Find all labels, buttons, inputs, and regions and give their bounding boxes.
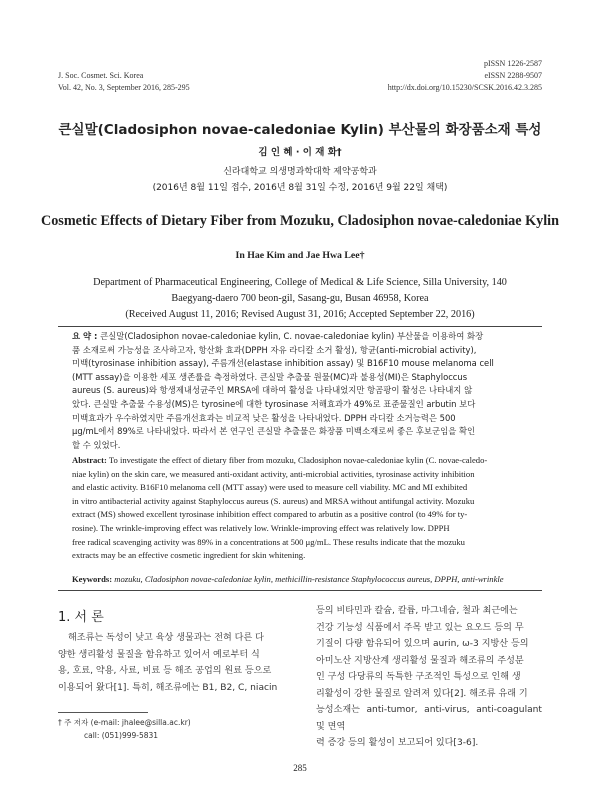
abstract-korean-line: 품 소재로써 가능성을 조사하고자, 항산화 효과(DPPH 자유 라디칼 소거 활성), 항균(anti-microbial activity), [72, 344, 477, 355]
abstract-korean-line: 요 약 : 큰실말(Cladosiphon novae-caledoniae kylin, C. novae-caledoniae kylin) 부산물을 이용하여 화장 [72, 331, 484, 341]
abstract-korean-line: 미백(tyrosinase inhibition assay), 주름개선(elastase inhibition assay) 및 B16F10 mouse melanoma cell [72, 358, 494, 369]
paragraph-line: 기질이 다량 함유되어 있으며 aurin, ω-3 지방산 등의 [316, 639, 529, 649]
footnote-rule [58, 712, 148, 713]
journal-name: J. Soc. Cosmet. Sci. Korea [58, 71, 144, 80]
abstract-top-rule [58, 326, 542, 327]
doi-link[interactable]: http://dx.doi.org/10.15230/SCSK.2016.42.3.285 [387, 83, 542, 92]
footnote-phone: call: (051)999-5831 [84, 731, 159, 740]
paragraph-line: 이용되어 왔다[1]. 특히, 해조류에는 B1, B2, C, niacin [58, 682, 278, 693]
affiliation-english-line2: Baegyang-daero 700 beon-gil, Sasang-gu, Busan 46958, Korea [171, 293, 429, 304]
abstract-english-line: extract (MS) showed excellent tyrosinase inhibition effect compared to arbutin as a positive control (to 49% for ty- [72, 509, 468, 520]
paragraph-line: 인 구성 다당류의 독특한 구조적인 특성으로 인해 생 [316, 672, 521, 682]
abstract-english-line: free radical scavenging activity was 89% in a concentrations at 500 μg/mL. These results indicate that the mozuku [72, 536, 465, 547]
section-heading-introduction: 1. 서 론 [58, 610, 104, 625]
intro-right-column-text [316, 603, 542, 752]
abstract-english-line: extracts may be an effective cosmetic ingredient for skin whitening. [72, 550, 306, 561]
abstract-korean-line: aureus (S. aureus)와 항생제내성균주인 MRSA에 대하여 활성을 나타내었지만 항곰팡이 활성은 나타내지 않 [72, 385, 473, 396]
paragraph-line: 력 증강 등의 활성이 보고되어 있다[3-6]. [316, 738, 479, 748]
keywords [72, 573, 528, 587]
title-korean [0, 118, 600, 138]
abstract-korean-line: 았다. 큰실말 추출물 수용성(MS)은 tyrosine에 대한 tyrosinase 저해효과가 49%로 표준물질인 arbutin 보다 [72, 398, 476, 409]
page-number: 285 [293, 763, 307, 773]
dates-korean: (2016년 8월 11일 접수, 2016년 8월 31일 수정, 2016년 9월 22일 채택) [152, 183, 448, 193]
paragraph-line: 아미노산 지방산계 생리활성 물질과 해조류의 주성분 [316, 655, 524, 666]
abstract-english-line: niae kylin) on the skin care, we measured anti-oxidant activity, anti-microbial activities, tyrosinase activity inhibition [72, 468, 475, 479]
paragraph-line: 등의 비타민과 칼슘, 칼륨, 마그네슘, 철과 최근에는 [316, 606, 518, 616]
eissn: eISSN 2288-9507 [484, 71, 542, 80]
affiliation-english-line1: Department of Pharmaceutical Engineering, College of Medical & Life Science, Silla University, 140 [93, 277, 507, 288]
abstract-english [72, 454, 528, 563]
title-english: Cosmetic Effects of Dietary Fiber from Mozuku, Cladosiphon novae-caledoniae Kylin [40, 213, 560, 229]
paragraph-line: 용, 호료, 약용, 사료, 비료 등 해조 공업의 원료 등으로 [58, 666, 272, 676]
abstract-korean-line: (MTT assay)을 이용한 세포 생존률을 측정하였다. 큰실말 추출물 원물(MC)과 불용성(MI)은 Staphyloccus [72, 371, 468, 382]
abstract-korean [72, 330, 528, 452]
abstract-english-line: rosine). The wrinkle-improving effect was relatively low. Wrinkle-improving effect was relatively low. DPPH [72, 522, 450, 533]
abstract-english-line: and elastic activity. B16F10 melanoma cell (MTT assay) were used to measure cell viability. MC and MI exhibited [72, 482, 468, 493]
footnote-email: † 주 저자 (e-mail: jhalee@silla.ac.kr) [58, 718, 191, 727]
intro-left-column [58, 630, 284, 696]
authors-korean: 김 인 혜 · 이 재 화† [258, 147, 342, 158]
paragraph-line: 해조류는 독성이 낮고 육상 생물과는 전혀 다른 다 [68, 633, 264, 643]
footnote [58, 716, 191, 742]
abstract-english-label: Abstract: [72, 455, 107, 465]
abstract-english-line: in vitro antibacterial activity against Staphyloccus aureus (S. aureus) and MRSA without antifungal activity. Mozuku [72, 495, 475, 506]
keywords-text: mozuku, Cladosiphon novae-caledoniae kylin, methicillin-resistance Staphylococcus aureus, DPPH, anti-wrinkle [114, 574, 504, 584]
paragraph-line: 건강 기능성 식품에서 주목 받고 있는 요오드 등의 무 [316, 622, 524, 633]
abstract-korean-label: 요 약 : [72, 331, 98, 341]
paragraph-line: 리활성이 강한 물질로 알려져 있다[2]. 해조류 유래 기 [316, 688, 528, 699]
paragraph-line: 양한 생리활성 물질을 함유하고 있어서 예로부터 식 [58, 649, 260, 660]
abstract-korean-line: μg/mL에서 89%로 나타내었다. 따라서 본 연구인 큰실말 추출물은 화장품 미백소재로써 좋은 후보군임을 확인 [72, 426, 476, 437]
affiliation-korean: 신라대학교 의생명과학대학 제약공학과 [223, 167, 377, 177]
abstract-korean-line: 미백효과가 우수하였지만 주름개선효과는 비교적 낮은 활성을 나타내었다. DPPH 라디칼 소거능력은 500 [72, 412, 456, 423]
abstract-english-line: Abstract: To investigate the effect of dietary fiber from mozuku, Cladosiphon novae-caledoniae kylin (C. novae-caledo- [72, 455, 488, 465]
journal-volume: Vol. 42, No. 3, September 2016, 285-295 [58, 83, 190, 92]
abstract-korean-line: 할 수 있었다. [72, 439, 121, 450]
dates-english: (Received August 11, 2016; Revised August 31, 2016; Accepted September 22, 2016) [125, 309, 475, 320]
abstract-bottom-rule [58, 590, 542, 591]
keywords-label: Keywords: [72, 574, 113, 584]
paragraph-line: 능성소재는 anti-tumor, anti-virus, anti-coagulant 및 면역 [316, 705, 542, 732]
pissn: pISSN 1226-2587 [483, 59, 542, 68]
title-korean-text: 큰실말(Cladosiphon novae-caledoniae Kylin) 부산물의 화장품소재 특성 [58, 122, 542, 138]
authors-english: In Hae Kim and Jae Hwa Lee† [235, 250, 365, 261]
